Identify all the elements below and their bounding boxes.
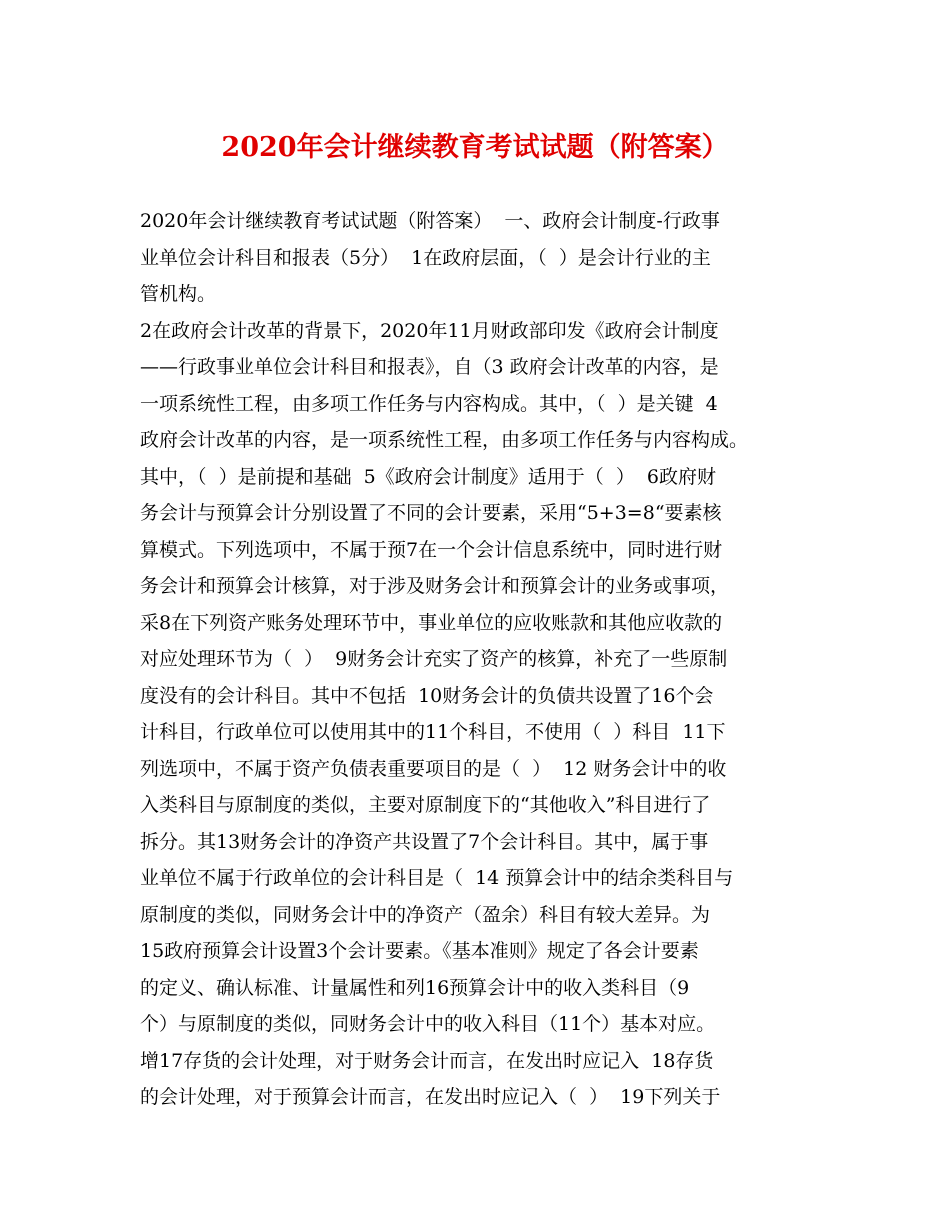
body-line: 算模式。下列选项中，不属于预7在一个会计信息系统中，同时进行财 [140,538,723,561]
body-line: 对应处理环节为（ ） 9财务会计充实了资产的核算，补充了一些原制 [140,648,728,670]
body-line: 业单位不属于行政单位的会计科目是（ 14 预算会计中的结余类科目与 [140,867,734,889]
body-line: 一项系统性工程，由多项工作任务与内容构成。其中，（ ）是关键 4 [140,392,718,415]
document-title: 2020年会计继续教育考试试题（附答案） [221,132,729,163]
body-line: 的会计处理，对于预算会计而言，在发出时应记入（ ） 19下列关于 [140,1086,721,1108]
body-line: 度没有的会计科目。其中不包括 10财务会计的负债共设置了16个会 [140,684,714,707]
body-line: 业单位会计科目和报表（5分） 1在政府层面，（ ）是会计行业的主 [140,246,711,269]
body-line: 的定义、确认标准、计量属性和列16预算会计中的收入类科目（9 [140,976,690,999]
body-line: 个）与原制度的类似，同财务会计中的收入科目（11个）基本对应。 [140,1013,716,1035]
body-line: 增17存货的会计处理，对于财务会计而言，在发出时应记入 18存货 [140,1049,714,1072]
body-line: 拆分。其13财务会计的净资产共设置了7个会计科目。其中，属于事 [140,830,709,853]
body-line: 务会计和预算会计核算，对于涉及财务会计和预算会计的业务或事项， [140,575,730,597]
body-line: 计科目，行政单位可以使用其中的11个科目，不使用（ ）科目 11下 [140,721,726,743]
body-line: 管机构。 [140,283,217,305]
body-line: 采8在下列资产账务处理环节中，事业单位的应收账款和其他应收款的 [140,611,723,634]
body-line: 其中，（ ）是前提和基础 5《政府会计制度》适用于（ ） 6政府财 [140,465,716,488]
body-line: 15政府预算会计设置3个会计要素。《基本准则》规定了各会计要素 [140,940,699,962]
document-body [140,203,820,1116]
body-line: 列选项中，不属于资产负债表重要项目的是（ ） 12 财务会计中的收 [140,757,727,780]
body-line: 2在政府会计改革的背景下，2020年11月财政部印发《政府会计制度 [140,319,719,342]
body-line: 2020年会计继续教育考试试题（附答案） 一、政府会计制度-行政事 [140,210,720,232]
body-line: 入类科目与原制度的类似，主要对原制度下的“其他收入”科目进行了 [140,794,711,816]
body-line: 原制度的类似，同财务会计中的净资产（盈余）科目有较大差异。为 [140,903,711,926]
body-line: ——行政事业单位会计科目和报表》，自（3 政府会计改革的内容，是 [140,356,719,378]
body-line: 务会计与预算会计分别设置了不同的会计要素，采用“5+3=8“要素核 [140,502,722,524]
body-line: 政府会计改革的内容，是一项系统性工程，由多项工作任务与内容构成。 [140,429,749,451]
